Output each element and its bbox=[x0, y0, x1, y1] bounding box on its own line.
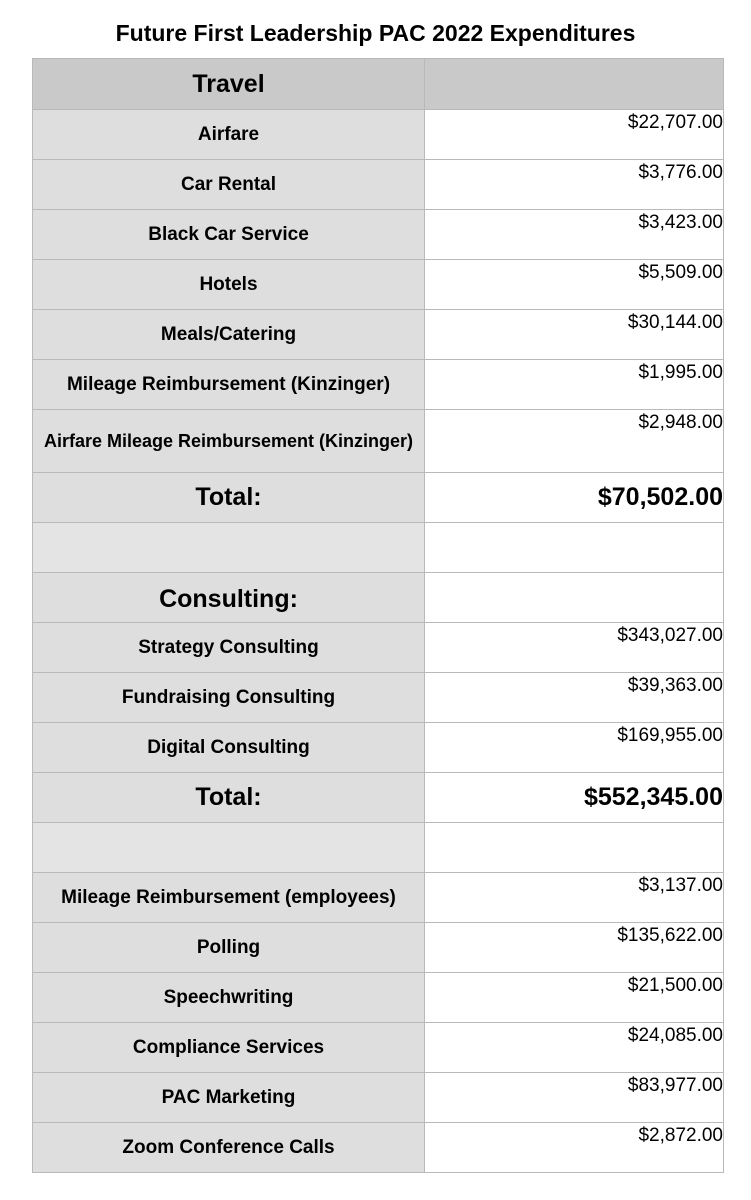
table-row bbox=[33, 160, 724, 210]
row-amount: $39,363.00 bbox=[425, 673, 724, 723]
row-label: PAC Marketing bbox=[33, 1073, 425, 1123]
total-amount: $552,345.00 bbox=[425, 773, 724, 823]
row-amount: $3,137.00 bbox=[425, 873, 724, 923]
total-label: Total: bbox=[33, 473, 425, 523]
table-row bbox=[33, 673, 724, 723]
row-amount: $5,509.00 bbox=[425, 260, 724, 310]
row-label: Mileage Reimbursement (employees) bbox=[33, 873, 425, 923]
row-amount: $169,955.00 bbox=[425, 723, 724, 773]
table-row bbox=[33, 110, 724, 160]
table-row bbox=[33, 1073, 724, 1123]
row-label: Polling bbox=[33, 923, 425, 973]
travel-heading: Travel bbox=[33, 59, 425, 110]
table-row bbox=[33, 410, 724, 473]
section-empty-cell bbox=[425, 573, 724, 623]
row-amount: $135,622.00 bbox=[425, 923, 724, 973]
spacer-row bbox=[33, 523, 724, 573]
expenditures-table bbox=[32, 58, 724, 1173]
table-row bbox=[33, 1023, 724, 1073]
header-empty-cell bbox=[425, 59, 724, 110]
total-label: Total: bbox=[33, 773, 425, 823]
row-label: Hotels bbox=[33, 260, 425, 310]
row-label: Black Car Service bbox=[33, 210, 425, 260]
table-header-row bbox=[33, 59, 724, 110]
row-label: Airfare bbox=[33, 110, 425, 160]
row-amount: $2,948.00 bbox=[425, 410, 724, 473]
table-row bbox=[33, 873, 724, 923]
spacer-cell bbox=[425, 823, 724, 873]
spacer-row bbox=[33, 823, 724, 873]
row-label: Compliance Services bbox=[33, 1023, 425, 1073]
row-label: Digital Consulting bbox=[33, 723, 425, 773]
row-amount: $2,872.00 bbox=[425, 1123, 724, 1173]
table-row bbox=[33, 260, 724, 310]
total-amount: $70,502.00 bbox=[425, 473, 724, 523]
row-label: Speechwriting bbox=[33, 973, 425, 1023]
row-amount: $30,144.00 bbox=[425, 310, 724, 360]
row-label: Strategy Consulting bbox=[33, 623, 425, 673]
table-row bbox=[33, 973, 724, 1023]
table-row bbox=[33, 723, 724, 773]
row-label: Mileage Reimbursement (Kinzinger) bbox=[33, 360, 425, 410]
section-heading-row bbox=[33, 573, 724, 623]
row-amount: $21,500.00 bbox=[425, 973, 724, 1023]
table-row bbox=[33, 360, 724, 410]
table-row bbox=[33, 1123, 724, 1173]
row-label: Airfare Mileage Reimbursement (Kinzinger) bbox=[33, 410, 425, 473]
row-amount: $22,707.00 bbox=[425, 110, 724, 160]
spacer-cell bbox=[425, 523, 724, 573]
table-row bbox=[33, 310, 724, 360]
table-row bbox=[33, 923, 724, 973]
consulting-heading: Consulting: bbox=[33, 573, 425, 623]
row-amount: $83,977.00 bbox=[425, 1073, 724, 1123]
table-row bbox=[33, 210, 724, 260]
spacer-cell bbox=[33, 823, 425, 873]
row-label: Fundraising Consulting bbox=[33, 673, 425, 723]
travel-total-row bbox=[33, 473, 724, 523]
row-label: Zoom Conference Calls bbox=[33, 1123, 425, 1173]
row-amount: $1,995.00 bbox=[425, 360, 724, 410]
page-title: Future First Leadership PAC 2022 Expenditures bbox=[115, 20, 636, 46]
table-row bbox=[33, 623, 724, 673]
spacer-cell bbox=[33, 523, 425, 573]
row-amount: $3,776.00 bbox=[425, 160, 724, 210]
row-amount: $3,423.00 bbox=[425, 210, 724, 260]
row-label: Car Rental bbox=[33, 160, 425, 210]
row-label: Meals/Catering bbox=[33, 310, 425, 360]
row-amount: $24,085.00 bbox=[425, 1023, 724, 1073]
row-amount: $343,027.00 bbox=[425, 623, 724, 673]
consulting-total-row bbox=[33, 773, 724, 823]
